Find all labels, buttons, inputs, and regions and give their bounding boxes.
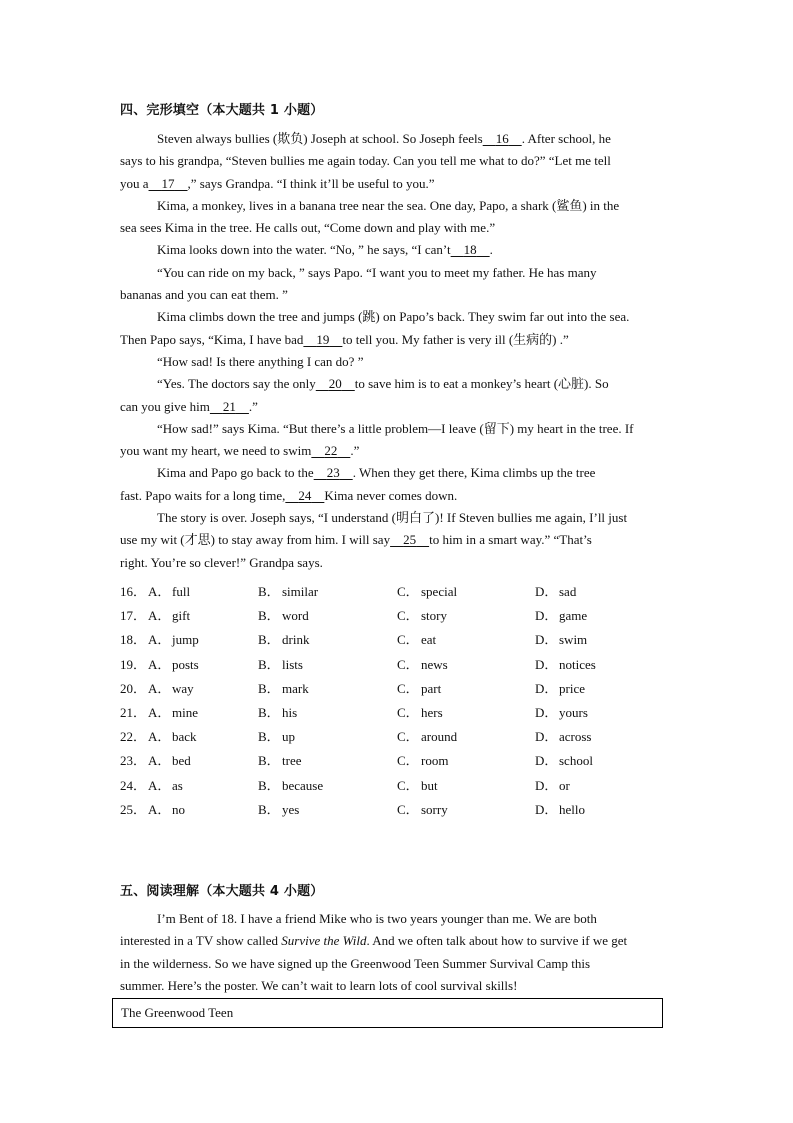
passage-line: Steven always bullies (欺负) Joseph at school. So Joseph feels 16 . After school, he	[120, 128, 670, 150]
passage-line: right. You’re so clever!” Grandpa says.	[120, 554, 323, 570]
option-letter: B．	[258, 584, 280, 599]
option-row	[120, 702, 680, 726]
blank-19: 19	[316, 331, 330, 347]
option-d	[535, 605, 587, 624]
passage-line: “How sad!” says Kima. “But there’s a little problem—I leave (留下) my heart in the tree. If	[157, 420, 634, 436]
option-text: hello	[559, 801, 585, 817]
passage-line: sea sees Kima in the tree. He calls out, “Come down and play with me.”	[120, 220, 496, 236]
passage-line: “You can ride on my back, ” says Papo. “I want you to meet my father. He has many	[157, 264, 597, 280]
option-row	[120, 726, 680, 750]
question-number: 23．	[120, 753, 147, 769]
option-text: game	[559, 608, 588, 624]
option-letter: B．	[258, 729, 280, 745]
option-letter: B．	[258, 704, 280, 720]
option-text: bed	[172, 753, 191, 769]
option-letter: D．	[535, 729, 558, 745]
passage-line: summer. Here’s the poster. We can’t wait to learn lots of cool survival skills!	[120, 977, 518, 993]
option-letter: D．	[535, 680, 558, 696]
option-a	[148, 678, 194, 697]
option-row	[120, 605, 680, 629]
option-letter: A．	[148, 608, 171, 624]
option-text: back	[172, 729, 197, 745]
option-letter: B．	[258, 632, 280, 648]
option-row	[120, 750, 680, 774]
option-row	[120, 678, 680, 702]
option-row	[120, 775, 680, 799]
option-c	[397, 654, 448, 673]
option-a	[148, 654, 199, 673]
option-text: mark	[282, 680, 309, 696]
option-d	[535, 750, 593, 769]
option-c	[397, 678, 441, 697]
blank-25: 25	[403, 532, 417, 548]
question-number: 17．	[120, 608, 147, 624]
passage-line: The story is over. Joseph says, “I understand (明白了)! If Steven bullies me again, I’ll just	[157, 510, 628, 526]
option-text: gift	[172, 608, 191, 624]
option-a	[148, 581, 190, 600]
option-c	[397, 799, 448, 818]
option-b	[258, 775, 323, 794]
question-number: 19．	[120, 656, 147, 672]
option-a	[148, 726, 197, 745]
show-title: Survive the Wild	[281, 933, 367, 949]
option-letter: A．	[148, 680, 171, 696]
question-number: 25．	[120, 801, 147, 817]
passage-line: use my wit (才思) to stay away from him. I will say 25 to him in a smart way.” “That’s	[120, 529, 670, 551]
option-text: but	[421, 777, 438, 793]
cloze-passage	[120, 128, 670, 574]
option-text: tree	[282, 753, 302, 769]
passage-line: interested in a TV show called Survive the Wild. And we often talk about how to survive if we get	[120, 933, 628, 949]
option-b	[258, 629, 309, 648]
passage-line: fast. Papo waits for a long time, 24 Kima never comes down.	[120, 485, 670, 507]
blank-21: 21	[222, 398, 236, 414]
section-heading-reading: 五、阅读理解（本大题共 4 小题）	[120, 884, 324, 899]
passage-line: says to his grandpa, “Steven bullies me again today. Can you tell me what to do?” “Let me tell	[120, 153, 611, 169]
option-d	[535, 702, 588, 721]
option-text: special	[421, 584, 458, 599]
passage-line: bananas and you can eat them. ”	[120, 287, 288, 303]
option-letter: A．	[148, 704, 171, 720]
option-text: lists	[282, 656, 303, 672]
option-letter: A．	[148, 777, 171, 793]
option-b	[258, 726, 295, 745]
option-letter: B．	[258, 608, 280, 624]
option-text: part	[421, 680, 442, 696]
option-c	[397, 581, 457, 600]
passage-line: you want my heart, we need to swim 22 .”	[120, 440, 670, 462]
option-c	[397, 605, 447, 624]
option-text: room	[421, 753, 449, 769]
option-text: eat	[421, 632, 437, 648]
passage-line: “Yes. The doctors say the only 20 to save him is to eat a monkey’s heart (心脏). So	[120, 373, 670, 395]
option-letter: C．	[397, 777, 419, 793]
question-number: 24．	[120, 777, 147, 793]
option-letter: A．	[148, 729, 171, 745]
option-letter: B．	[258, 656, 280, 672]
option-c	[397, 726, 457, 745]
option-d	[535, 678, 585, 697]
blank-23: 23	[326, 465, 340, 481]
option-d	[535, 581, 576, 600]
option-text: hers	[421, 704, 443, 720]
option-b	[258, 678, 309, 697]
option-b	[258, 750, 301, 769]
section-heading-cloze: 四、完形填空（本大题共 1 小题）	[120, 103, 324, 118]
option-letter: D．	[535, 632, 558, 648]
blank-17: 17	[161, 175, 175, 191]
option-text: swim	[559, 632, 588, 648]
option-row	[120, 654, 680, 678]
option-text: around	[421, 729, 458, 745]
option-letter: B．	[258, 680, 280, 696]
option-letter: C．	[397, 608, 419, 624]
option-row	[120, 629, 680, 653]
option-c	[397, 775, 438, 794]
question-number: 16．	[120, 584, 147, 599]
passage-line: Kima, a monkey, lives in a banana tree near the sea. One day, Papo, a shark (鲨鱼) in the	[157, 197, 620, 213]
option-letter: A．	[148, 584, 171, 599]
option-letter: C．	[397, 680, 419, 696]
option-a	[148, 799, 185, 818]
option-b	[258, 702, 297, 721]
option-letter: B．	[258, 777, 280, 793]
option-letter: C．	[397, 753, 419, 769]
option-text: because	[282, 777, 324, 793]
option-text: his	[282, 704, 298, 720]
option-text: similar	[282, 584, 319, 599]
option-letter: A．	[148, 656, 171, 672]
option-text: posts	[172, 656, 199, 672]
passage-line: in the wilderness. So we have signed up the Greenwood Teen Summer Survival Camp this	[120, 955, 591, 971]
passage-line: “How sad! Is there anything I can do? ”	[157, 353, 364, 369]
option-c	[397, 702, 443, 721]
option-letter: D．	[535, 656, 558, 672]
blank-18: 18	[463, 242, 477, 258]
option-a	[148, 702, 198, 721]
option-text: story	[421, 608, 447, 624]
option-letter: B．	[258, 753, 280, 769]
option-row	[120, 581, 680, 605]
question-number: 20．	[120, 680, 147, 696]
option-text: full	[172, 584, 191, 599]
option-b	[258, 605, 309, 624]
option-b	[258, 799, 299, 818]
option-letter: D．	[535, 584, 558, 599]
option-text: price	[559, 680, 585, 696]
passage-line: Kima looks down into the water. “No, ” he says, “I can’t 18 .	[120, 239, 670, 261]
passage-line: I’m Bent of 18. I have a friend Mike who is two years younger than me. We are both	[157, 911, 597, 926]
option-text: way	[172, 680, 194, 696]
option-letter: C．	[397, 704, 419, 720]
option-letter: C．	[397, 632, 419, 648]
blank-16: 16	[495, 131, 509, 146]
blank-24: 24	[298, 487, 312, 503]
option-letter: A．	[148, 753, 171, 769]
poster-box	[112, 998, 663, 1028]
option-d	[535, 799, 585, 818]
blank-22: 22	[324, 443, 338, 459]
option-letter: A．	[148, 801, 171, 817]
option-c	[397, 629, 436, 648]
option-text: drink	[282, 632, 310, 648]
option-text: as	[172, 777, 183, 793]
option-b	[258, 581, 318, 600]
option-d	[535, 726, 592, 745]
option-letter: C．	[397, 729, 419, 745]
option-text: news	[421, 656, 448, 672]
question-number: 18．	[120, 632, 147, 648]
option-letter: D．	[535, 704, 558, 720]
question-number: 22．	[120, 729, 147, 745]
option-a	[148, 629, 199, 648]
passage-line: Then Papo says, “Kima, I have bad 19 to tell you. My father is very ill (生病的) .”	[120, 329, 670, 351]
option-letter: D．	[535, 777, 558, 793]
option-a	[148, 605, 190, 624]
option-a	[148, 775, 183, 794]
option-text: notices	[559, 656, 596, 672]
option-text: across	[559, 729, 592, 745]
option-a	[148, 750, 191, 769]
passage-line: Kima and Papo go back to the 23 . When they get there, Kima climbs up the tree	[120, 462, 670, 484]
option-letter: C．	[397, 584, 419, 599]
option-row	[120, 799, 680, 823]
option-text: yes	[282, 801, 300, 817]
poster-title: The Greenwood Teen	[121, 1005, 234, 1020]
passage-line: can you give him 21 .”	[120, 396, 670, 418]
option-d	[535, 654, 596, 673]
option-text: yours	[559, 704, 588, 720]
option-text: school	[559, 753, 593, 769]
option-letter: D．	[535, 608, 558, 624]
option-letter: C．	[397, 801, 419, 817]
answer-options-list	[120, 581, 680, 823]
option-text: word	[282, 608, 309, 624]
option-text: sad	[559, 584, 577, 599]
passage-line: Kima climbs down the tree and jumps (跳) on Papo’s back. They swim far out into the sea.	[157, 309, 630, 325]
question-number: 21．	[120, 704, 147, 720]
option-letter: D．	[535, 753, 558, 769]
option-text: sorry	[421, 801, 448, 817]
option-text: or	[559, 777, 570, 793]
option-letter: B．	[258, 801, 280, 817]
option-text: mine	[172, 704, 198, 720]
option-text: no	[172, 801, 185, 817]
option-letter: C．	[397, 656, 419, 672]
option-d	[535, 629, 587, 648]
option-letter: A．	[148, 632, 171, 648]
passage-line: you a 17 ,” says Grandpa. “I think it’ll be useful to you.”	[120, 173, 670, 195]
blank-20: 20	[328, 376, 342, 392]
option-d	[535, 775, 570, 794]
option-text: up	[282, 729, 295, 745]
option-c	[397, 750, 448, 769]
option-letter: D．	[535, 801, 558, 817]
option-text: jump	[172, 632, 199, 648]
reading-passage	[120, 908, 670, 997]
option-b	[258, 654, 303, 673]
